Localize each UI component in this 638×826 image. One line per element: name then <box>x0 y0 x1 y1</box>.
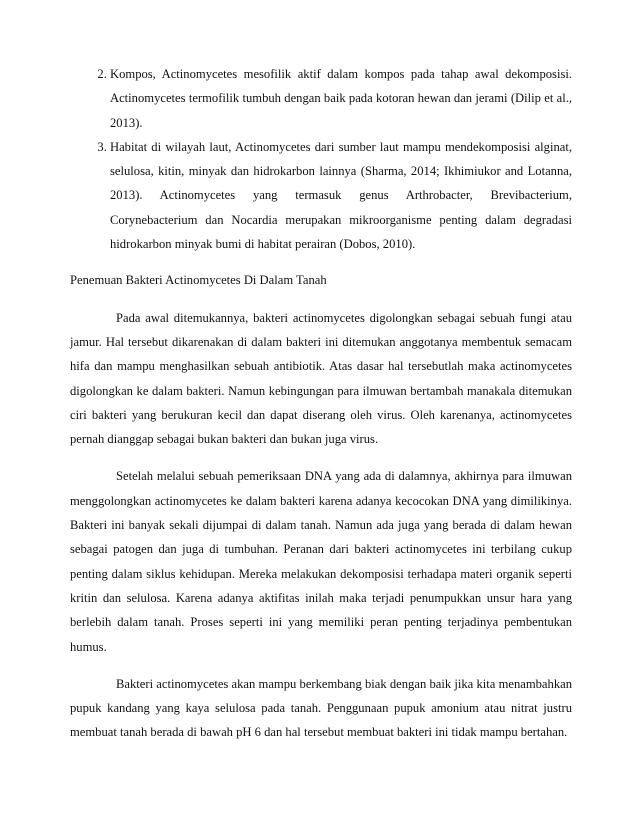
page-content <box>70 62 572 745</box>
paragraph: Pada awal ditemukannya, bakteri actinomycetes digolongkan sebagai sebuah fungi atau jamur. Hal tersebut dikarenakan di dalam bakteri ini ditemukan anggotanya membentuk semacam hifa dan mampu menghasilkan sebuah antibiotik. Atas dasar hal tersebutlah maka actinomycetes digolongkan ke dalam bakteri. Namun kebingungan para ilmuwan bertambah manakala ditemukan ciri bakteri yang berukuran kecil dan dapat diserang oleh virus. Oleh karenanya, actinomycetes pernah dianggap sebagai bukan bakteri dan bukan juga virus. <box>70 310 572 447</box>
list-item: 2. Kompos, Actinomycetes mesofilik aktif dalam kompos pada tahap awal dekomposisi. Actinomycetes termofilik tumbuh dengan baik pada kotoran hewan dan jerami (Dilip et al., 2013). <box>110 62 572 135</box>
section-heading: Penemuan Bakteri Actinomycetes Di Dalam Tanah <box>70 273 327 288</box>
paragraph: Bakteri actinomycetes akan mampu berkembang biak dengan baik jika kita menambahkan pupuk kandang yang kaya selulosa pada tanah. Penggunaan pupuk amonium atau nitrat justru membuat tanah berada di bawah pH 6 dan hal tersebut membuat bakteri ini tidak mampu bertahan. <box>70 676 572 740</box>
numbered-list <box>70 62 572 256</box>
paragraph: Setelah melalui sebuah pemeriksaan DNA yang ada di dalamnya, akhirnya para ilmuwan menggolongkan actinomycetes ke dalam bakteri karena adanya kecocokan DNA yang dimilikinya. Bakteri ini banyak sekali dijumpai di dalam tanah. Namun ada juga yang berada di dalam hewan sebagai patogen dan juga di tumbuhan. Peranan dari bakteri actinomycetes ini terbilang cukup penting dalam siklus kehidupan. Mereka melakukan dekomposisi terhadapa materi organik seperti kritin dan selulosa. Karena adanya aktifitas inilah maka terjadi penumpukkan unsur hara yang berlebih dalam tanah. Proses seperti ini yang memiliki peran penting terjadinya pembentukan humus. <box>70 469 572 654</box>
list-item: 3. Habitat di wilayah laut, Actinomycetes dari sumber laut mampu mendekomposisi alginat, selulosa, kitin, minyak dan hidrokarbon lainnya (Sharma, 2014; Ikhimiukor and Lotanna, 2013). Actinomycetes yang termasuk genus Arthrobacter, Brevibacterium, Corynebacterium dan Nocardia merupakan mikroorganisme penting dalam degradasi hidrokarbon minyak bumi di habitat perairan (Dobos, 2010). <box>110 135 572 256</box>
